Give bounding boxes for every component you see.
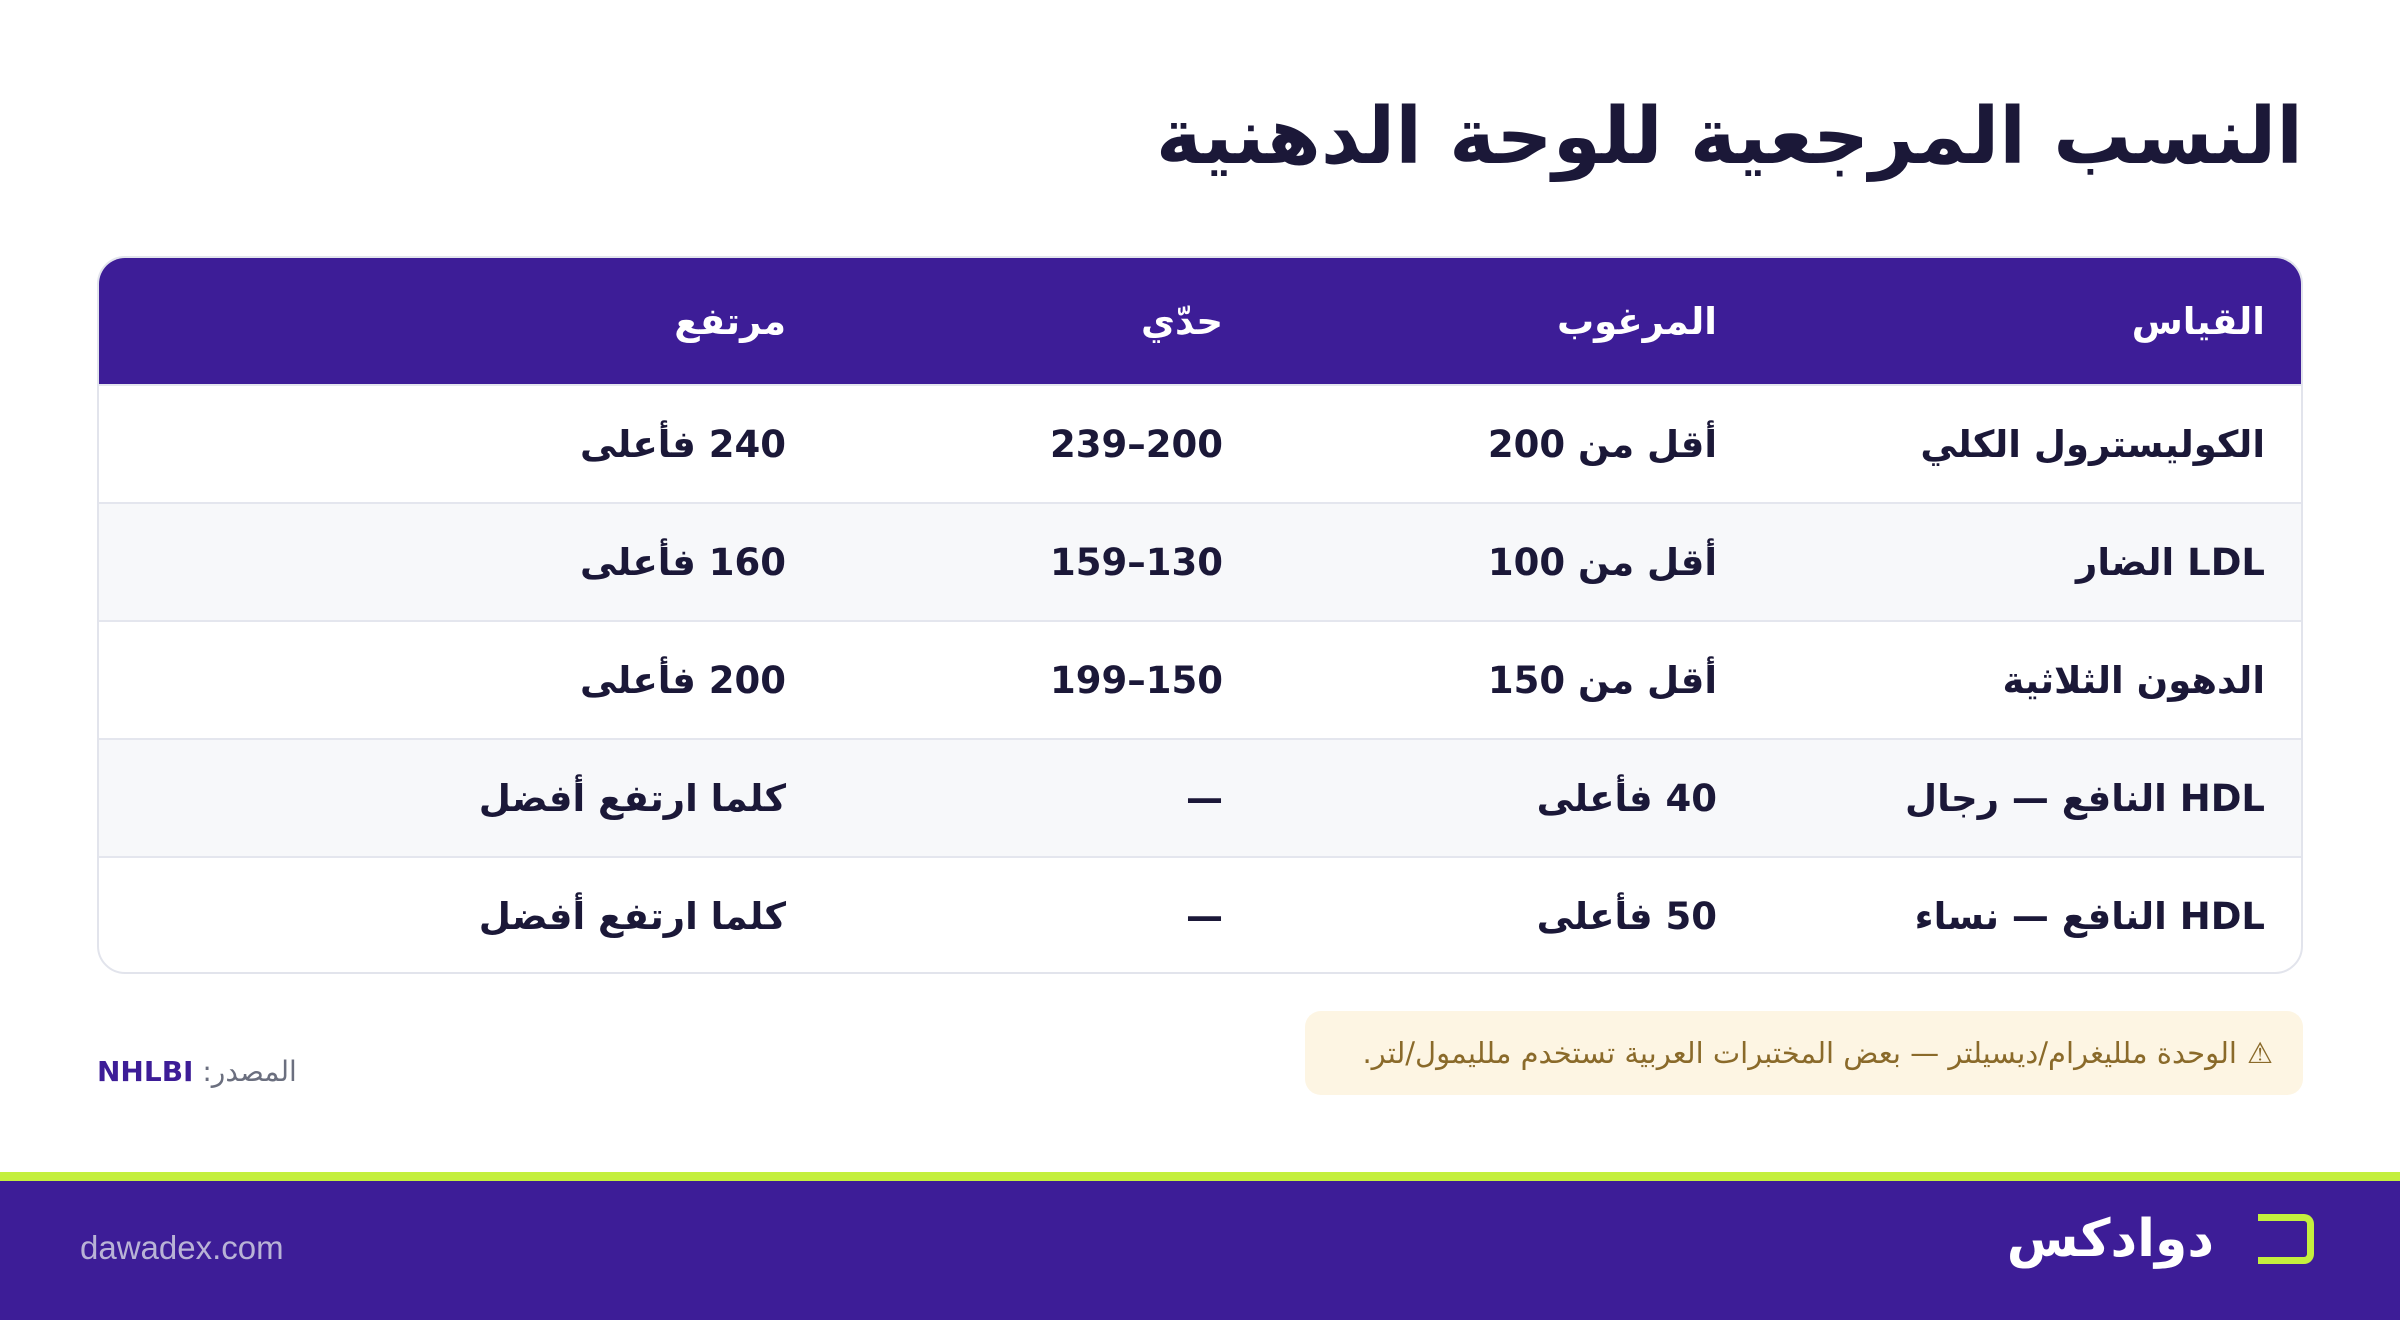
cell-high: 240 فأعلى xyxy=(579,422,786,466)
table-row xyxy=(99,502,2301,620)
header-high: مرتفع xyxy=(674,299,786,343)
unit-note-text: الوحدة ملليغرام/ديسيلتر — بعض المختبرات العربية تستخدم ملليمول/لتر. xyxy=(1362,1036,2237,1070)
cell-borderline: — xyxy=(1186,894,1223,938)
cell-high: كلما ارتفع أفضل xyxy=(478,894,786,938)
header-desirable: المرغوب xyxy=(1556,299,1717,343)
table-row xyxy=(99,856,2301,974)
table-row xyxy=(99,384,2301,502)
source-value: NHLBI xyxy=(97,1055,194,1088)
cell-desirable: أقل من 150 xyxy=(1487,658,1717,702)
page-title: النسب المرجعية للوحة الدهنية xyxy=(1155,92,2303,182)
cell-measure: LDL الضار xyxy=(2076,540,2265,584)
table-row xyxy=(99,620,2301,738)
cell-measure: الدهون الثلاثية xyxy=(2002,658,2265,702)
brand-name: دوادكس xyxy=(2006,1209,2214,1269)
table-header-row xyxy=(99,258,2301,384)
cell-desirable: أقل من 100 xyxy=(1487,540,1717,584)
table-row xyxy=(99,738,2301,856)
cell-desirable: أقل من 200 xyxy=(1487,422,1717,466)
cell-desirable: 50 فأعلى xyxy=(1536,894,1717,938)
source-credit xyxy=(97,1055,297,1088)
unit-note xyxy=(1305,1011,2303,1095)
cell-borderline: 200–239 xyxy=(1050,422,1223,466)
cell-borderline: 130–159 xyxy=(1050,540,1223,584)
cell-high: 160 فأعلى xyxy=(579,540,786,584)
footer xyxy=(0,1181,2400,1320)
cell-desirable: 40 فأعلى xyxy=(1536,776,1717,820)
brand xyxy=(2006,1209,2314,1269)
brand-logo-icon xyxy=(2258,1214,2314,1264)
cell-borderline: 150–199 xyxy=(1050,658,1223,702)
footer-accent-line xyxy=(0,1172,2400,1181)
header-borderline: حدّي xyxy=(1141,299,1223,343)
cell-measure: HDL النافع — رجال xyxy=(1905,776,2265,820)
reference-table xyxy=(97,256,2303,974)
site-domain: dawadex.com xyxy=(80,1229,284,1266)
cell-borderline: — xyxy=(1186,776,1223,820)
cell-high: 200 فأعلى xyxy=(579,658,786,702)
header-measure: القياس xyxy=(2131,299,2265,343)
source-label: المصدر: xyxy=(202,1055,297,1088)
cell-high: كلما ارتفع أفضل xyxy=(478,776,786,820)
cell-measure: HDL النافع — نساء xyxy=(1914,894,2265,938)
warning-icon: ⚠ xyxy=(2247,1036,2273,1070)
cell-measure: الكوليسترول الكلي xyxy=(1920,422,2265,466)
